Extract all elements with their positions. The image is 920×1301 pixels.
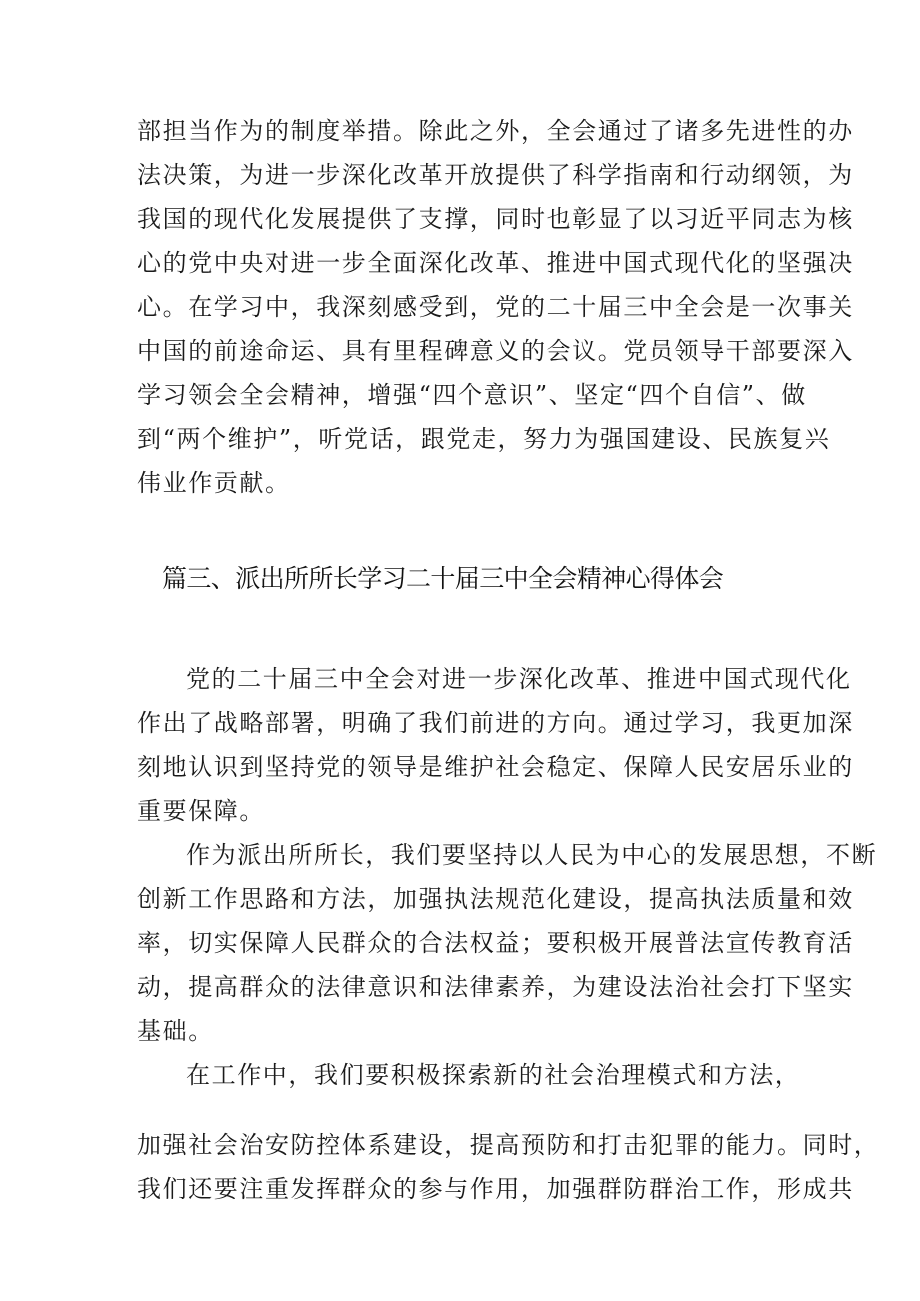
text-line: 加强社会治安防控体系建设，提高预防和打击犯罪的能力。同时， [137, 1131, 880, 1159]
text-line: 动，提高群众的法律意识和法律素养，为建设法治社会打下坚实 [137, 973, 854, 1001]
section-heading: 篇三、派出所所长学习二十届三中全会精神心得体会 [162, 564, 724, 593]
text-line: 我们还要注重发挥群众的参与作用，加强群防群治工作，形成共 [137, 1175, 854, 1203]
text-line: 心。在学习中，我深刻感受到，党的二十届三中全会是一次事关 [137, 293, 854, 321]
text-line: 学习领会全会精神，增强“四个意识”、坚定“四个自信”、做 [137, 381, 807, 409]
text-line: 伟业作贡献。 [137, 469, 291, 497]
text-line: 在工作中，我们要积极探索新的社会治理模式和方法， [186, 1061, 801, 1089]
text-line: 作为派出所所长，我们要坚持以人民为中心的发展思想，不断 [186, 841, 878, 869]
text-line: 刻地认识到坚持党的领导是维护社会稳定、保障人民安居乐业的 [137, 753, 854, 781]
text-line: 重要保障。 [137, 797, 265, 825]
text-line: 作出了战略部署，明确了我们前进的方向。通过学习，我更加深 [137, 709, 854, 737]
text-line: 创新工作思路和方法，加强执法规范化建设，提高执法质量和效 [137, 885, 854, 913]
text-line: 中国的前途命运、具有里程碑意义的会议。党员领导干部要深入 [137, 337, 854, 365]
text-line: 率，切实保障人民群众的合法权益；要积极开展普法宣传教育活 [137, 929, 854, 957]
text-line: 部担当作为的制度举措。除此之外，全会通过了诸多先进性的办 [137, 117, 854, 145]
text-line: 我国的现代化发展提供了支撑，同时也彰显了以习近平同志为核 [137, 205, 854, 233]
text-line: 党的二十届三中全会对进一步深化改革、推进中国式现代化 [186, 665, 852, 693]
text-line: 法决策，为进一步深化改革开放提供了科学指南和行动纲领，为 [137, 161, 854, 189]
text-line: 心的党中央对进一步全面深化改革、推进中国式现代化的坚强决 [137, 249, 854, 277]
text-line: 到“两个维护”，听党话，跟党走，努力为强国建设、民族复兴 [137, 425, 831, 453]
text-line: 基础。 [137, 1017, 214, 1045]
